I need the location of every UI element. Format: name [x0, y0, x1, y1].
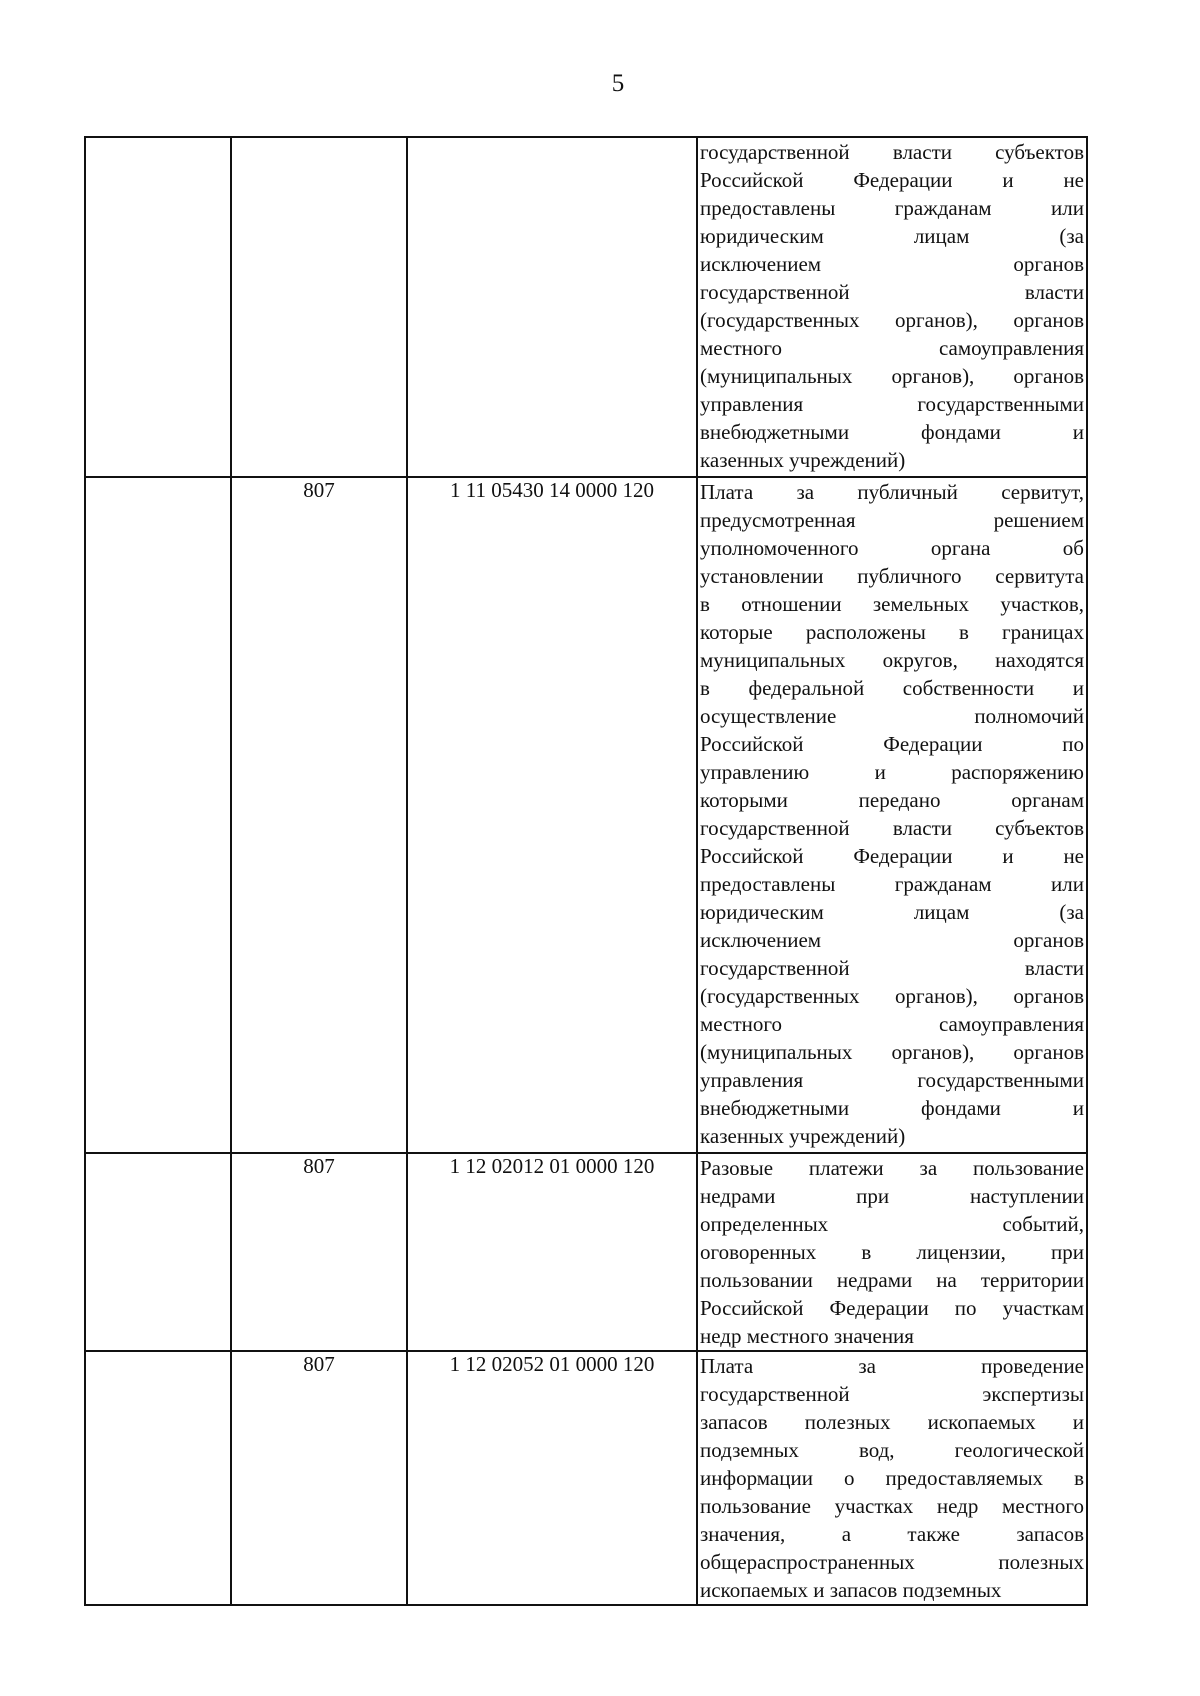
description-line: запасов полезных ископаемых и — [700, 1410, 1084, 1434]
description-cell — [697, 1351, 1087, 1605]
admin-code-cell: 807 — [231, 1351, 407, 1605]
description-line: Плата за публичный сервитут, — [700, 480, 1084, 504]
description-line: установлении публичного сервитута — [700, 564, 1084, 588]
description-line: (муниципальных органов), органов — [700, 1040, 1084, 1064]
description-line: государственной экспертизы — [700, 1382, 1084, 1406]
empty-cell — [85, 477, 231, 1153]
kbk-code-cell: 1 11 05430 14 0000 120 — [407, 477, 697, 1153]
description-line: внебюджетными фондами и — [700, 420, 1084, 444]
description-line: Разовые платежи за пользование — [700, 1156, 1084, 1180]
description-line: Российской Федерации по участкам — [700, 1296, 1084, 1320]
description-line: исключением органов — [700, 928, 1084, 952]
description-cell — [697, 477, 1087, 1153]
description-line: недрами при наступлении — [700, 1184, 1084, 1208]
description-line: государственной власти субъектов — [700, 140, 1084, 164]
description-line: юридическим лицам (за — [700, 224, 1084, 248]
description-line: информации о предоставляемых в — [700, 1466, 1084, 1490]
description-line: в отношении земельных участков, — [700, 592, 1084, 616]
table-row — [85, 137, 1087, 477]
description-line: которые расположены в границах — [700, 620, 1084, 644]
description-line: предоставлены гражданам или — [700, 196, 1084, 220]
description-text — [698, 138, 1086, 474]
kbk-code-cell — [407, 137, 697, 477]
description-line: государственной власти — [700, 280, 1084, 304]
description-line: (государственных органов), органов — [700, 984, 1084, 1008]
empty-cell — [85, 1351, 231, 1605]
description-line: Плата за проведение — [700, 1354, 1084, 1378]
description-line: пользовании недрами на территории — [700, 1268, 1084, 1292]
kbk-code-cell: 1 12 02012 01 0000 120 — [407, 1153, 697, 1351]
description-line: подземных вод, геологической — [700, 1438, 1084, 1462]
empty-cell — [85, 137, 231, 477]
admin-code-cell — [231, 137, 407, 477]
description-line: предоставлены гражданам или — [700, 872, 1084, 896]
description-line: пользование участках недр местного — [700, 1494, 1084, 1518]
description-line: определенных событий, — [700, 1212, 1084, 1236]
description-line: местного самоуправления — [700, 336, 1084, 360]
description-line: местного самоуправления — [700, 1012, 1084, 1036]
description-line: (государственных органов), органов — [700, 308, 1084, 332]
description-line: уполномоченного органа об — [700, 536, 1084, 560]
page-number: 5 — [611, 70, 625, 97]
description-text — [698, 1352, 1086, 1604]
description-line: предусмотренная решением — [700, 508, 1084, 532]
table-row — [85, 1351, 1087, 1605]
kbk-code-cell: 1 12 02052 01 0000 120 — [407, 1351, 697, 1605]
description-line: общераспространенных полезных — [700, 1550, 1084, 1574]
description-line: казенных учреждений) — [700, 448, 906, 472]
description-line: управлению и распоряжению — [700, 760, 1084, 784]
description-line: юридическим лицам (за — [700, 900, 1084, 924]
description-line: осуществление полномочий — [700, 704, 1084, 728]
description-text — [698, 478, 1086, 1150]
description-line: управления государственными — [700, 392, 1084, 416]
description-text — [698, 1154, 1086, 1350]
table-row — [85, 1153, 1087, 1351]
description-line: казенных учреждений) — [700, 1124, 906, 1148]
description-line: ископаемых и запасов подземных — [700, 1578, 1002, 1602]
description-line: исключением органов — [700, 252, 1084, 276]
budget-classification-table — [84, 136, 1088, 1606]
description-line: муниципальных округов, находятся — [700, 648, 1084, 672]
table-row — [85, 477, 1087, 1153]
admin-code-cell: 807 — [231, 477, 407, 1153]
description-line: значения, а также запасов — [700, 1522, 1084, 1546]
description-line: в федеральной собственности и — [700, 676, 1084, 700]
description-line: оговоренных в лицензии, при — [700, 1240, 1084, 1264]
description-cell — [697, 1153, 1087, 1351]
description-line: внебюджетными фондами и — [700, 1096, 1084, 1120]
empty-cell — [85, 1153, 231, 1351]
admin-code-cell: 807 — [231, 1153, 407, 1351]
description-line: государственной власти субъектов — [700, 816, 1084, 840]
description-line: государственной власти — [700, 956, 1084, 980]
description-line: (муниципальных органов), органов — [700, 364, 1084, 388]
description-line: управления государственными — [700, 1068, 1084, 1092]
description-line: которыми передано органам — [700, 788, 1084, 812]
description-line: Российской Федерации и не — [700, 844, 1084, 868]
description-line: недр местного значения — [700, 1324, 914, 1348]
description-line: Российской Федерации и не — [700, 168, 1084, 192]
description-line: Российской Федерации по — [700, 732, 1084, 756]
description-cell — [697, 137, 1087, 477]
